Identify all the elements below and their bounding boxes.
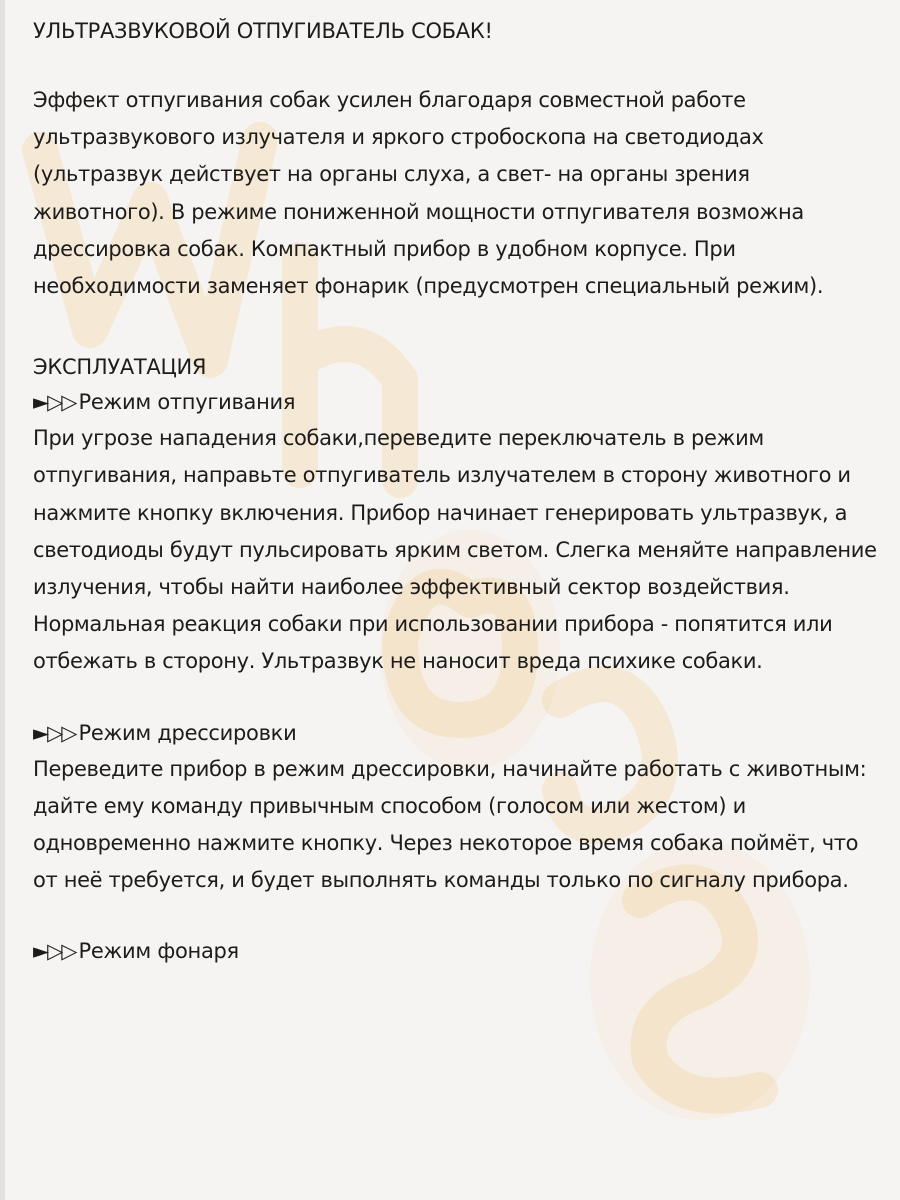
intro-paragraph: Эффект отпугивания собак усилен благодаря совместной работе ультразвукового излучателя и яркого стробоскопа на светодиодах (ультразвук действует на органы слуха, а свет- на органы зрения животного). В режиме пониженной мощности отпугивателя возможна дрессировка собак. Компактный прибор в удобном корпусе. При необходимости заменяет фонарик (предусмотрен специальный режим). xyxy=(33,88,824,299)
mode-heading-text: Режим дрессировки xyxy=(78,720,297,745)
mode-block-repel xyxy=(33,384,880,680)
mode-heading-text: Режим отпугивания xyxy=(78,390,296,415)
mode-heading-text: Режим фонаря xyxy=(78,939,239,964)
mode-block-training xyxy=(33,715,880,900)
section-title: ЭКСПЛУАТАЦИЯ xyxy=(33,355,207,380)
arrow-marker-icon: ►▷▷ xyxy=(33,390,76,415)
mode-description: При угрозе нападения собаки,переведите переключатель в режим отпугивания, направьте отпугиватель излучателем в сторону животного и нажмите кнопку включения. Прибор начинает генерировать ультразвук, а светодиоды будут пульсировать ярким светом. Слегка меняйте направление излучения, чтобы найти наиболее эффективный сектор воздействия. Нормальная реакция собаки при использовании прибора - попятится или отбежать в сторону. Ультразвук не наносит вреда психике собаки. xyxy=(33,426,877,674)
document-title: УЛЬТРАЗВУКОВОЙ ОТПУГИВАТЕЛЬ СОБАК! xyxy=(33,19,493,43)
arrow-marker-icon: ►▷▷ xyxy=(33,939,76,964)
mode-description: Переведите прибор в режим дрессировки, начинайте работать с животным: дайте ему команду привычным способом (голосом или жестом) и одновременно нажмите кнопку. Через некоторое время собака поймёт, что от неё требуется, и будет выполнять команды только по сигналу прибора. xyxy=(33,756,867,893)
arrow-marker-icon: ►▷▷ xyxy=(33,720,76,745)
mode-heading xyxy=(33,933,880,969)
mode-heading xyxy=(33,384,880,420)
mode-heading xyxy=(33,715,880,751)
mode-block-flashlight xyxy=(33,933,880,969)
